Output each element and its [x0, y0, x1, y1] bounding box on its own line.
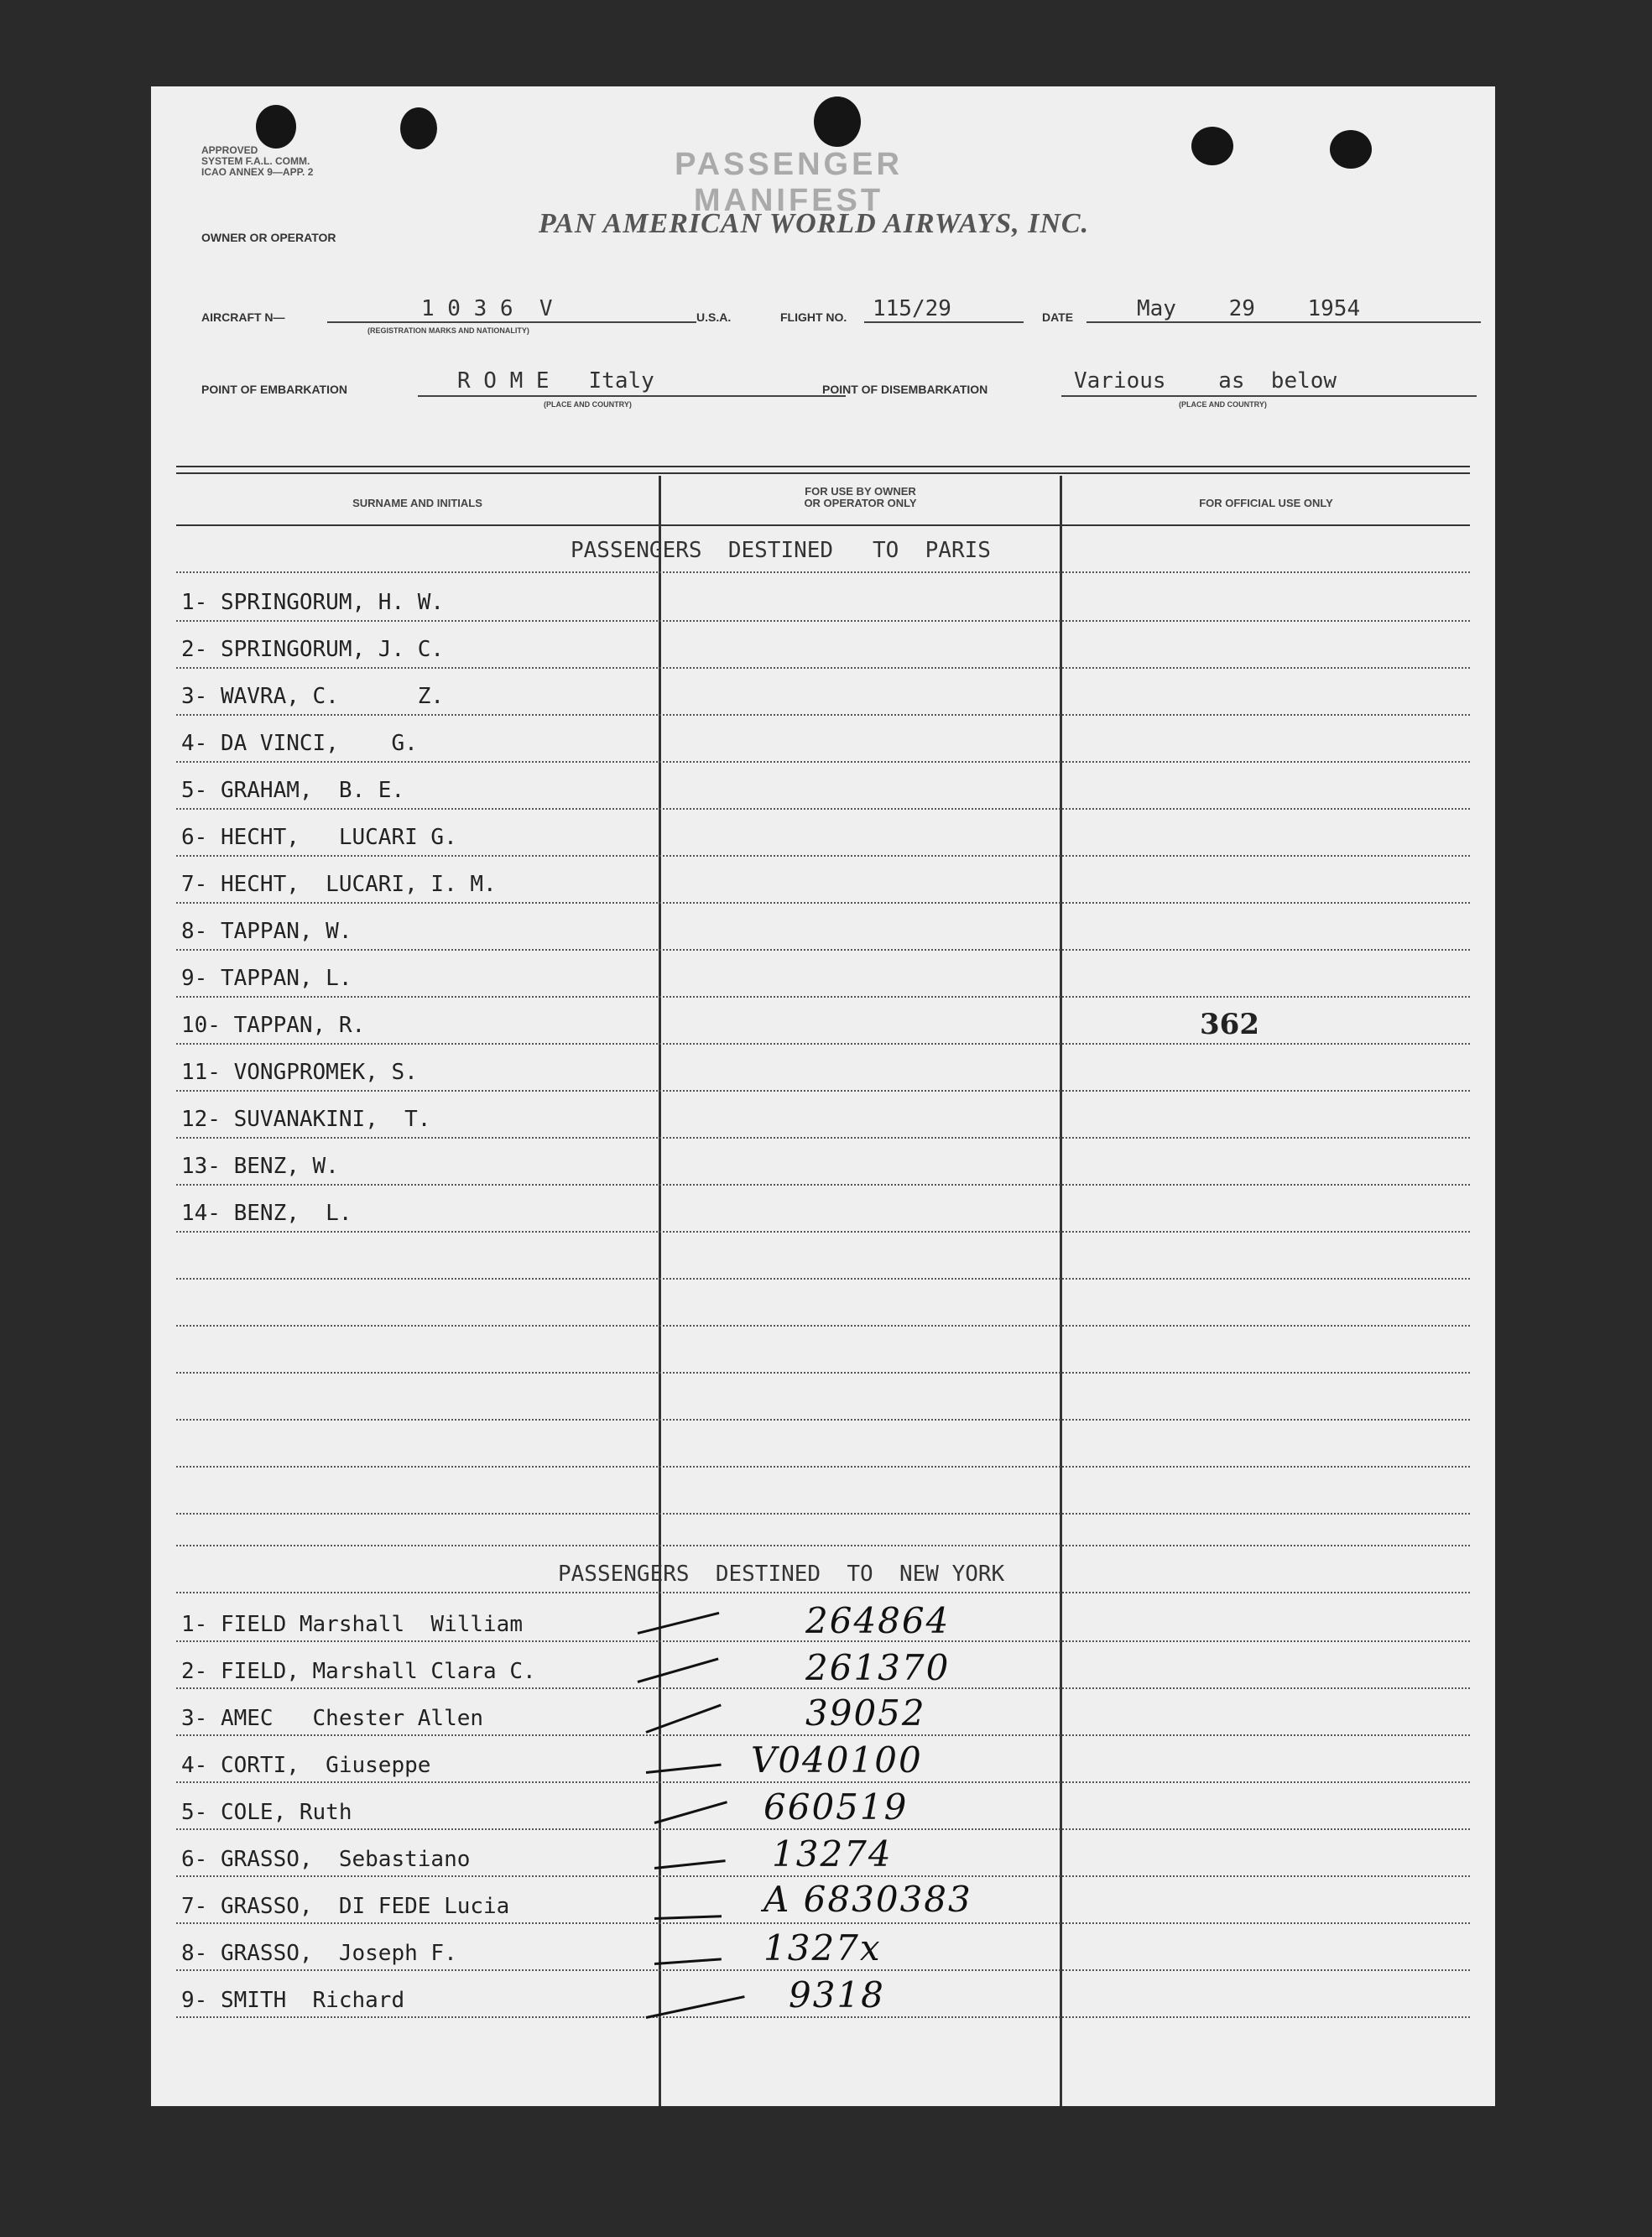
operator-name: PAN AMERICAN WORLD AIRWAYS, INC. — [538, 208, 1090, 239]
flight-underline — [864, 321, 1024, 323]
handwritten-number: A 6830383 — [763, 1879, 972, 1920]
column-divider — [659, 476, 661, 2106]
embark-value: R O M E Italy — [457, 368, 654, 394]
punch-hole — [1191, 127, 1233, 165]
check-mark — [654, 1915, 722, 1920]
ruled-line — [176, 855, 1470, 857]
ruled-line — [176, 996, 1470, 998]
handwritten-number: V040100 — [751, 1739, 923, 1781]
embark-label: POINT OF EMBARKATION — [201, 383, 347, 396]
check-mark — [645, 1704, 721, 1734]
ruled-line — [176, 1734, 1470, 1736]
passenger-row: 9- SMITH Richard — [181, 1988, 405, 2013]
passenger-row: 13- BENZ, W. — [181, 1154, 339, 1179]
section-heading-new-york: PASSENGERS DESTINED TO NEW YORK — [558, 1562, 1005, 1587]
check-mark — [638, 1612, 720, 1635]
flight-value: 115/29 — [873, 296, 951, 321]
ruled-line — [176, 1875, 1470, 1877]
passenger-row: 14- BENZ, L. — [181, 1201, 352, 1226]
punch-hole — [400, 107, 437, 149]
handwritten-number: 1327x — [763, 1927, 882, 1968]
handwritten-number: 264864 — [805, 1600, 951, 1641]
place-note-disembark: (PLACE AND COUNTRY) — [1179, 400, 1267, 409]
ruled-line — [176, 1278, 1470, 1280]
ruled-line — [176, 1513, 1470, 1515]
ruled-line — [176, 902, 1470, 904]
disembark-label: POINT OF DISEMBARKATION — [822, 383, 988, 396]
column-header-operator: FOR USE BY OWNER OR OPERATOR ONLY — [804, 485, 917, 509]
ruled-line — [176, 1231, 1470, 1233]
header-bottom-rule — [176, 524, 1470, 526]
passenger-row: 6- HECHT, LUCARI G. — [181, 825, 457, 850]
ruled-line — [176, 1043, 1470, 1045]
passenger-row: 7- GRASSO, DI FEDE Lucia — [181, 1894, 510, 1919]
passenger-row: 11- VONGPROMEK, S. — [181, 1060, 418, 1085]
ruled-line — [176, 1922, 1470, 1924]
disembark-value: Various as below — [1074, 368, 1337, 394]
passenger-row: 8- GRASSO, Joseph F. — [181, 1941, 457, 1966]
passenger-row: 7- HECHT, LUCARI, I. M. — [181, 872, 497, 897]
column-header-surname: SURNAME AND INITIALS — [352, 497, 482, 509]
handwritten-number: 39052 — [805, 1692, 926, 1734]
ruled-line — [176, 1325, 1470, 1327]
registration-note: (REGISTRATION MARKS AND NATIONALITY) — [367, 326, 529, 335]
ruled-line — [176, 1592, 1470, 1593]
passenger-row: 3- WAVRA, C. Z. — [181, 684, 445, 709]
date-value: May 29 1954 — [1137, 296, 1361, 321]
passenger-row: 5- COLE, Ruth — [181, 1800, 352, 1825]
passenger-row: 3- AMEC Chester Allen — [181, 1706, 484, 1731]
ruled-line — [176, 1545, 1470, 1546]
ruled-line — [176, 1687, 1470, 1689]
check-mark — [654, 1859, 726, 1869]
passenger-row: 4- DA VINCI, G. — [181, 731, 418, 756]
column-header-official: FOR OFFICIAL USE ONLY — [1199, 497, 1333, 509]
date-underline — [1087, 321, 1481, 323]
table-top-rule — [176, 466, 1470, 467]
passenger-row: 2- SPRINGORUM, J. C. — [181, 637, 445, 662]
check-mark — [654, 1958, 722, 1965]
ruled-line — [176, 714, 1470, 716]
ruled-line — [176, 1781, 1470, 1783]
owner-label: OWNER OR OPERATOR — [201, 231, 336, 244]
passenger-row: 12- SUVANAKINI, T. — [181, 1107, 431, 1132]
place-note-embark: (PLACE AND COUNTRY) — [544, 400, 632, 409]
ruled-line — [176, 1184, 1470, 1186]
handwritten-number: 13274 — [772, 1833, 893, 1875]
ruled-line — [176, 1419, 1470, 1421]
check-mark — [646, 1764, 722, 1774]
approval-note: APPROVED SYSTEM F.A.L. COMM. ICAO ANNEX 9—APP. 2 — [201, 144, 314, 178]
handwritten-number: 660519 — [763, 1786, 909, 1828]
disembark-underline — [1061, 395, 1477, 397]
flight-label: FLIGHT NO. — [780, 310, 847, 324]
ruled-line — [176, 1969, 1470, 1971]
check-mark — [638, 1657, 719, 1682]
passenger-row: 1- SPRINGORUM, H. W. — [181, 590, 445, 615]
passenger-row: 2- FIELD, Marshall Clara C. — [181, 1659, 536, 1684]
ruled-line — [176, 571, 1470, 573]
passenger-row: 9- TAPPAN, L. — [181, 966, 352, 991]
section-heading-paris: PASSENGERS DESTINED TO PARIS — [571, 538, 991, 563]
ruled-line — [176, 1828, 1470, 1830]
official-stamp-number: 362 — [1200, 1008, 1259, 1041]
check-mark — [654, 1801, 727, 1824]
handwritten-number: 9318 — [789, 1974, 885, 2015]
date-label: DATE — [1042, 310, 1074, 324]
manifest-sheet — [151, 86, 1495, 2106]
ruled-line — [176, 1372, 1470, 1374]
handwritten-number: 261370 — [805, 1647, 951, 1688]
punch-hole — [814, 96, 861, 147]
table-top-rule — [176, 472, 1470, 474]
punch-hole — [256, 105, 296, 149]
ruled-line — [176, 808, 1470, 810]
aircraft-label: AIRCRAFT N— — [201, 310, 285, 324]
ruled-line — [176, 1640, 1470, 1642]
aircraft-value: 1 0 3 6 V — [421, 296, 553, 321]
punch-hole — [1330, 130, 1372, 169]
ruled-line — [176, 2016, 1470, 2018]
embark-underline — [418, 395, 846, 397]
passenger-row: 6- GRASSO, Sebastiano — [181, 1847, 471, 1872]
ruled-line — [176, 667, 1470, 669]
column-divider — [1060, 476, 1062, 2106]
ruled-line — [176, 949, 1470, 951]
passenger-row: 10- TAPPAN, R. — [181, 1013, 366, 1038]
aircraft-underline — [327, 321, 696, 323]
ruled-line — [176, 761, 1470, 763]
passenger-row: 4- CORTI, Giuseppe — [181, 1753, 431, 1778]
ruled-line — [176, 620, 1470, 622]
ruled-line — [176, 1466, 1470, 1468]
usa-label: U.S.A. — [696, 310, 732, 324]
passenger-row: 8- TAPPAN, W. — [181, 919, 352, 944]
ruled-line — [176, 1090, 1470, 1092]
passenger-row: 5- GRAHAM, B. E. — [181, 778, 405, 803]
ruled-line — [176, 1137, 1470, 1139]
passenger-row: 1- FIELD Marshall William — [181, 1612, 523, 1637]
form-title: PASSENGER MANIFEST — [675, 147, 903, 218]
